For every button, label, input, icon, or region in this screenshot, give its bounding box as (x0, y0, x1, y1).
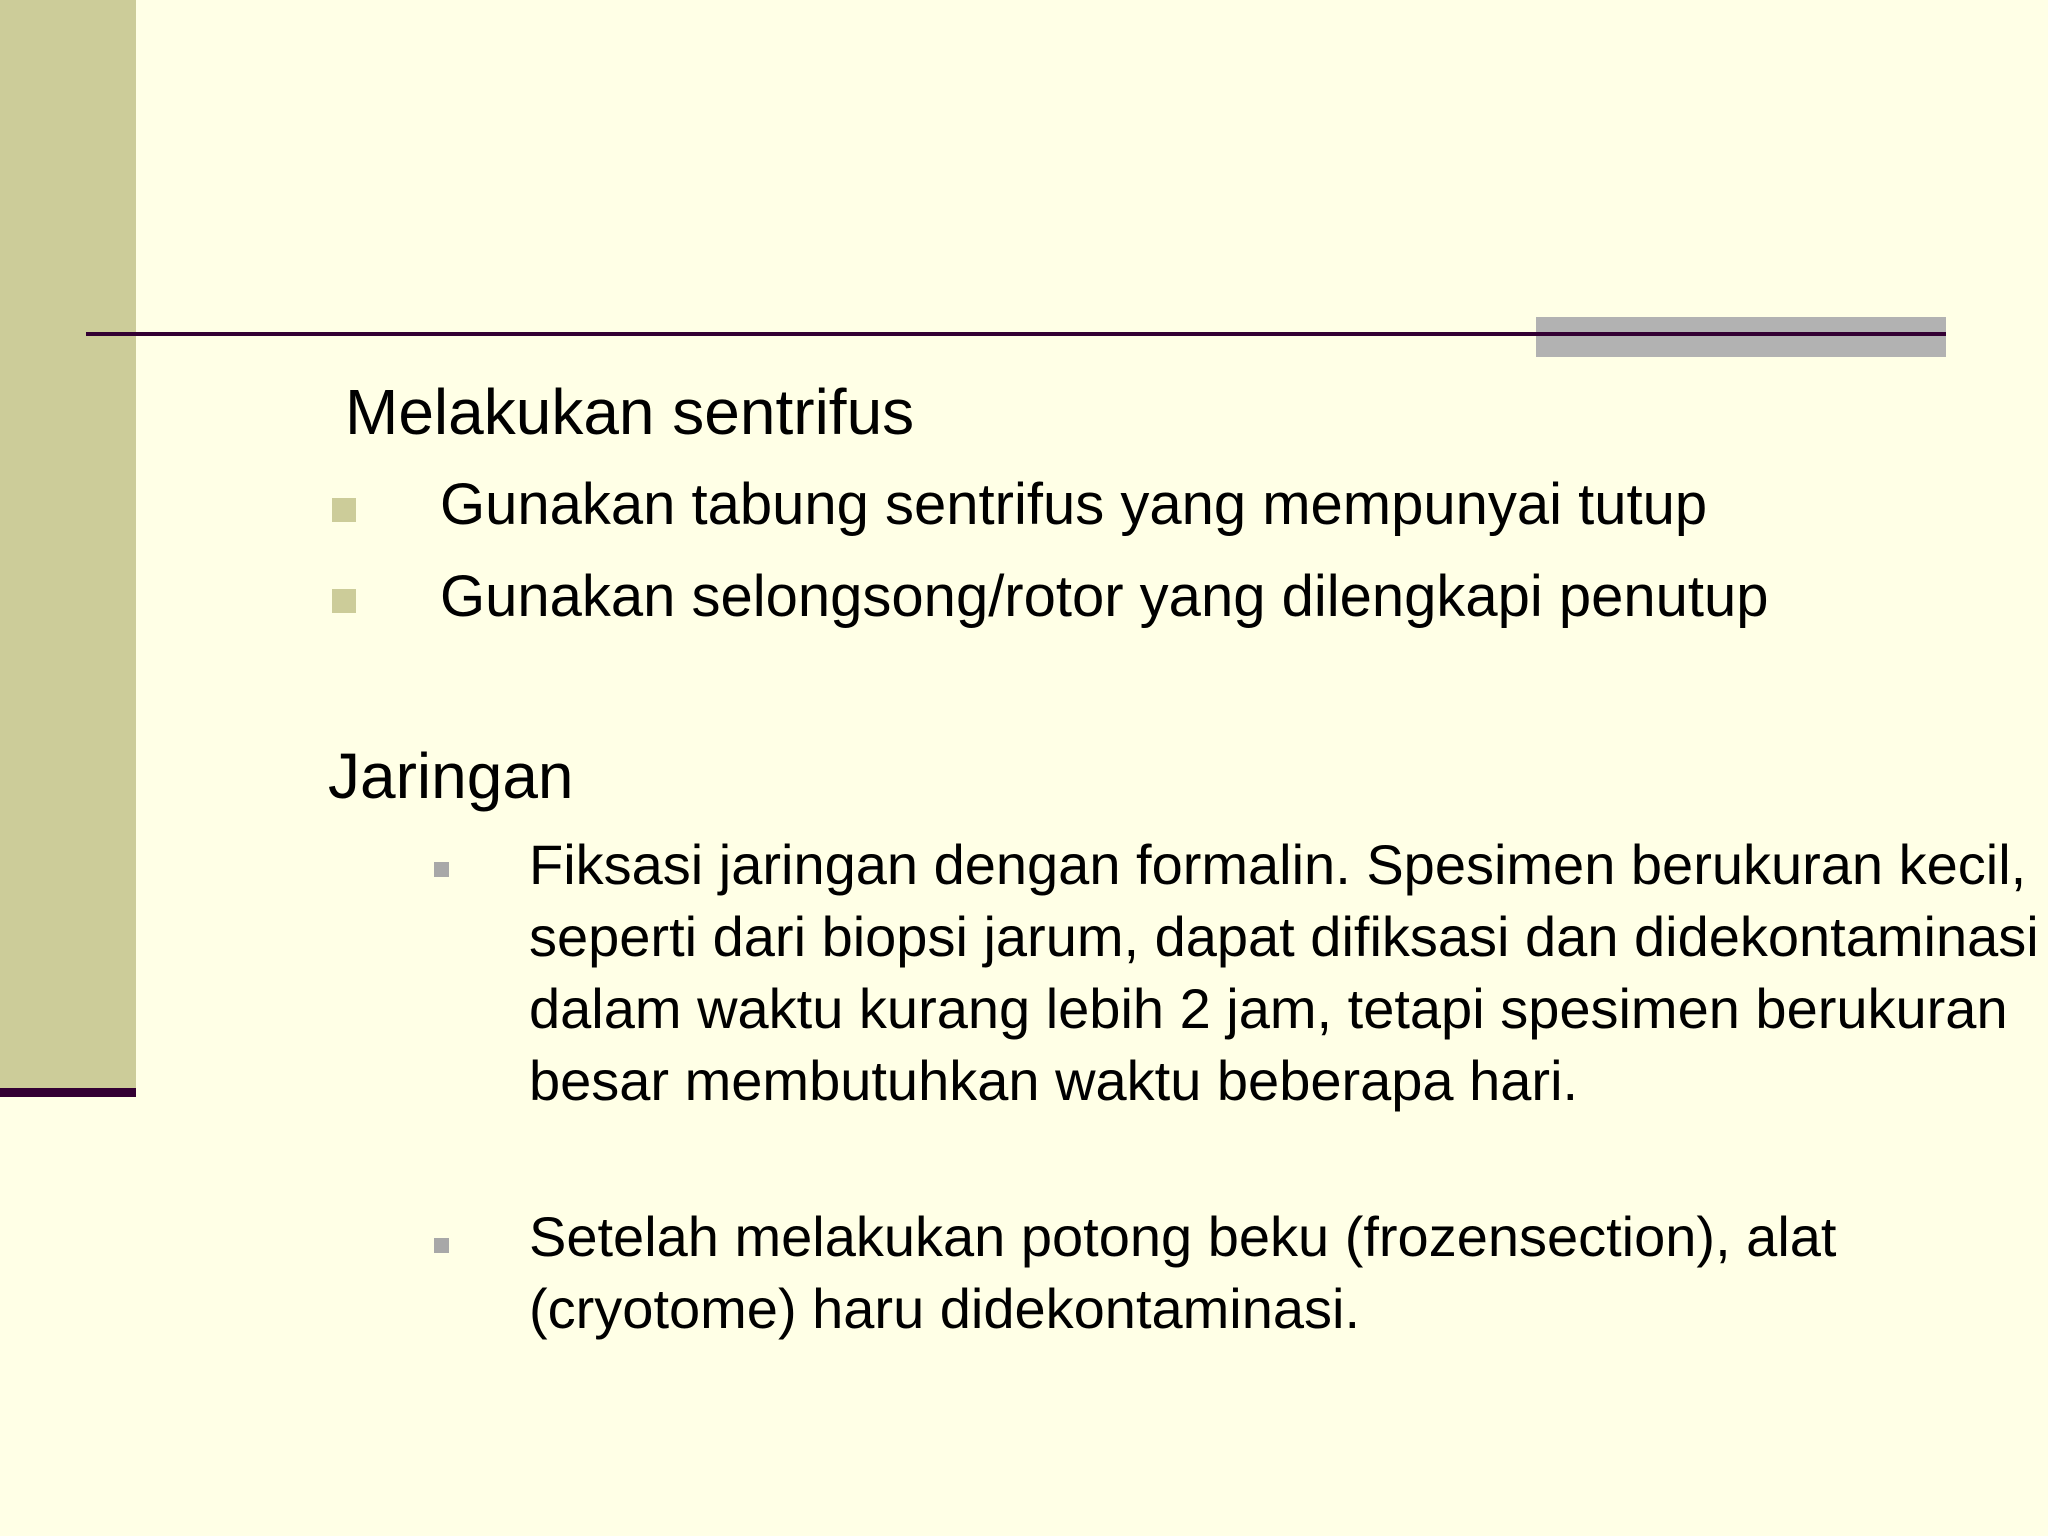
left-accent-band (0, 0, 136, 1090)
bullet-text: Gunakan selongsong/rotor yang dilengkapi penutup (440, 564, 1769, 629)
bullet-text: Gunakan tabung sentrifus yang mempunyai tutup (440, 472, 1708, 537)
title-gray-block (1536, 317, 1946, 357)
square-bullet-icon (434, 862, 449, 877)
title-rule-line (86, 332, 1946, 336)
square-bullet-icon (434, 1238, 449, 1253)
square-bullet-icon (332, 498, 356, 522)
square-bullet-icon (332, 589, 356, 613)
section-heading-jaringan: Jaringan (328, 740, 574, 812)
section-heading-sentrifus: Melakukan sentrifus (345, 376, 915, 448)
left-band-underline (0, 1088, 136, 1097)
bullet-text: Fiksasi jaringan dengan formalin. Spesimen berukuran kecil, seperti dari biopsi jarum, dapat difiksasi dan didekontaminasi dalam waktu kurang lebih 2 jam, tetapi spesimen berukuran besar membutuhkan waktu beberapa hari. (529, 833, 2039, 1112)
bullet-text: Setelah melakukan potong beku (frozensection), alat (cryotome) haru didekontaminasi. (529, 1205, 1837, 1340)
